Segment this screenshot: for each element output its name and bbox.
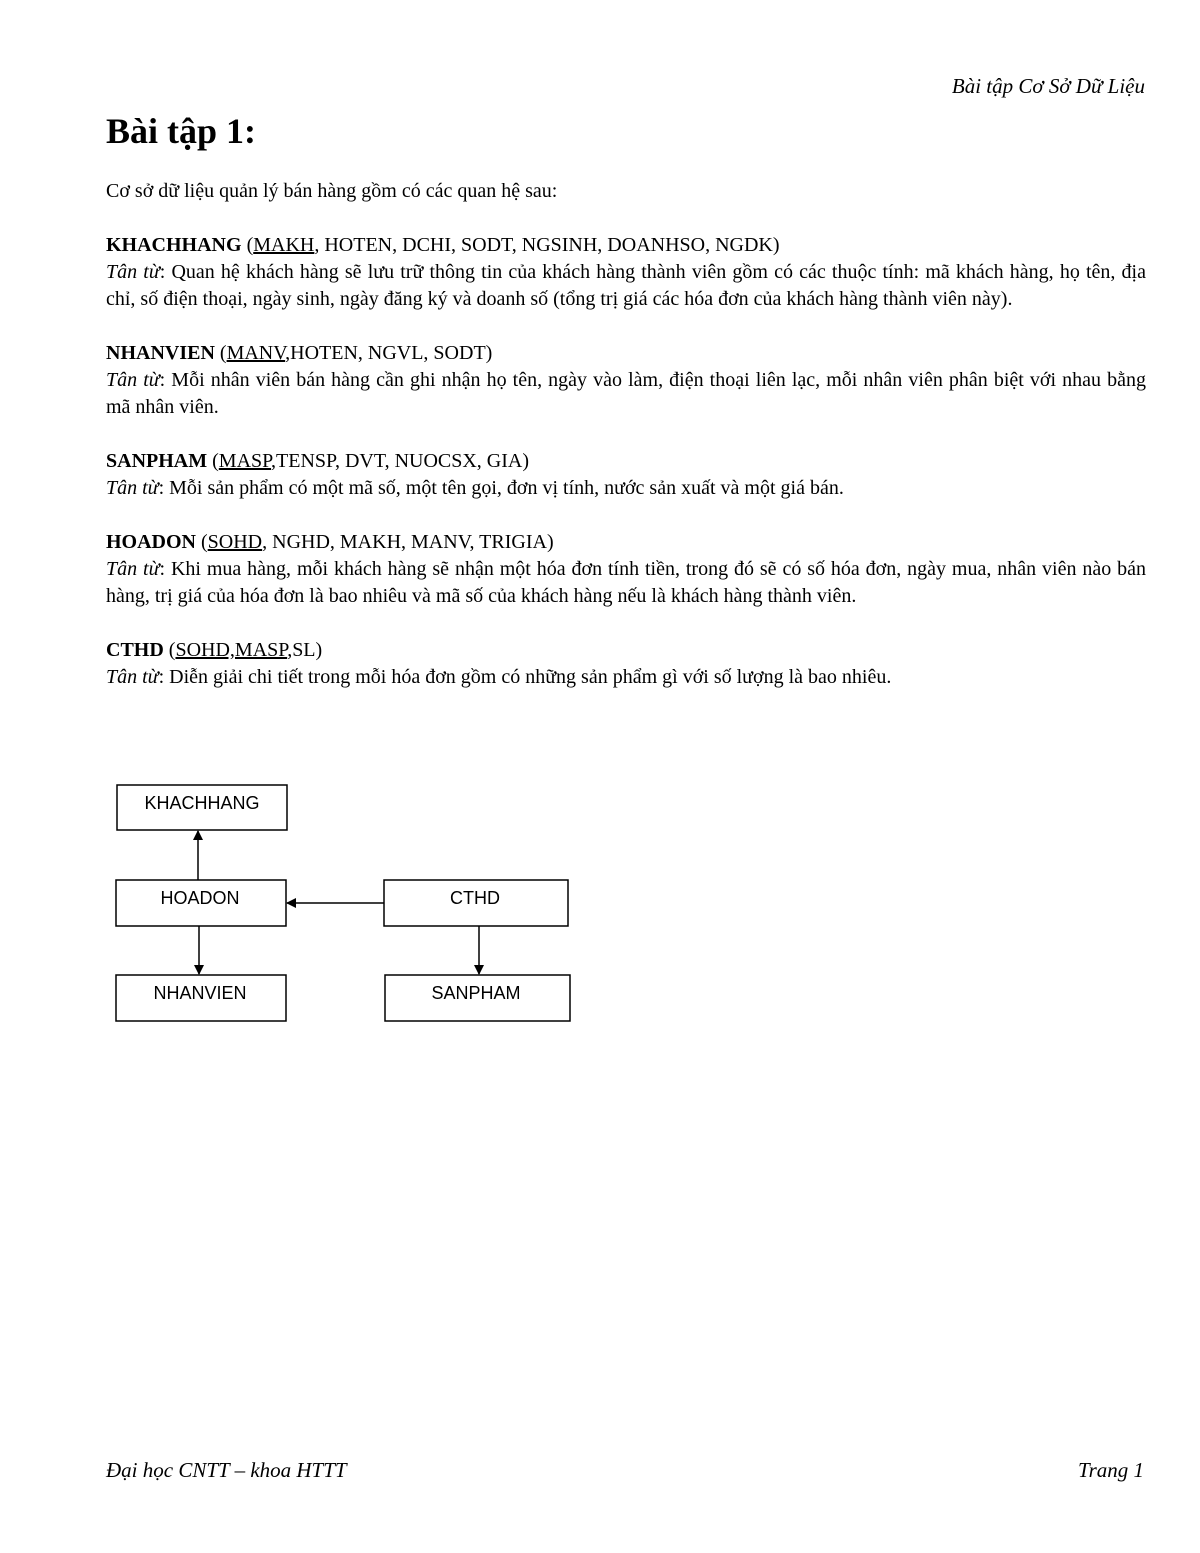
relation-predicate [106, 556, 1146, 610]
relation-name: KHACHHANG [106, 234, 242, 256]
predicate-text: : Khi mua hàng, mỗi khách hàng sẽ nhận một hóa đơn tính tiền, trong đó sẽ có số hóa đơn, ngày mua, nhân viên nào bán hàng, trị giá của hóa đơn là bao nhiêu và mã số của khách hàng nếu là khách hàng thành viên. [106, 558, 1147, 607]
running-header: Bài tập Cơ Sở Dữ Liệu [951, 74, 1145, 98]
relation-name: SANPHAM [106, 450, 208, 472]
predicate-label: Tân từ [106, 261, 160, 283]
relation-schema [106, 529, 1146, 556]
schema-open: ( [214, 342, 227, 364]
relation-khachhang [106, 232, 1146, 313]
page-number: Trang 1 [1078, 1458, 1144, 1482]
relation-schema [106, 448, 1146, 475]
relation-sanpham [106, 448, 1146, 502]
relation-schema [106, 232, 1146, 259]
box-sanpham [385, 975, 570, 1021]
schema-open: ( [241, 234, 254, 256]
relation-predicate [106, 475, 1146, 502]
primary-key: SOHD,MASP [175, 639, 288, 661]
predicate-label: Tân từ [106, 477, 159, 499]
predicate-text: : Mỗi nhân viên bán hàng cần ghi nhận họ tên, ngày vào làm, điện thoại liên lạc, mỗi nhân viên phân biệt với nhau bằng mã nhân viên. [106, 369, 1146, 418]
relation-cthd [106, 637, 1146, 691]
schema-attributes: , HOTEN, DCHI, SODT, NGSINH, DOANHSO, NGDK) [314, 234, 780, 256]
box-khachhang [117, 785, 287, 830]
box-cthd [384, 880, 568, 926]
relation-diagram [100, 770, 590, 1040]
box-label: SANPHAM [431, 983, 521, 1003]
footer-institution: Đại học CNTT – khoa HTTT [106, 1458, 347, 1482]
relation-predicate [106, 259, 1146, 313]
relation-predicate [106, 664, 1146, 691]
predicate-text: : Mỗi sản phẩm có một mã số, một tên gọi, đơn vị tính, nước sản xuất và một giá bán. [158, 477, 844, 499]
box-hoadon [116, 880, 286, 926]
schema-attributes: , NGHD, MAKH, MANV, TRIGIA) [262, 531, 554, 553]
box-label: NHANVIEN [153, 983, 247, 1003]
relation-schema [106, 637, 1146, 664]
relation-name: HOADON [106, 531, 196, 553]
box-nhanvien [116, 975, 286, 1021]
box-label: CTHD [450, 888, 500, 908]
box-label: HOADON [160, 888, 240, 908]
primary-key: MAKH [253, 234, 315, 256]
primary-key: MANV [226, 342, 286, 364]
primary-key: SOHD [207, 531, 263, 553]
predicate-label: Tân từ [106, 666, 159, 688]
predicate-text: : Diễn giải chi tiết trong mỗi hóa đơn gồm có những sản phẩm gì với số lượng là bao nhiêu. [158, 666, 892, 688]
box-label: KHACHHANG [144, 793, 260, 813]
relation-name: NHANVIEN [106, 342, 215, 364]
exercise-content [106, 178, 1146, 718]
intro-paragraph: Cơ sở dữ liệu quản lý bán hàng gồm có các quan hệ sau: [106, 180, 558, 202]
relation-name: CTHD [106, 639, 164, 661]
schema-attributes: ,HOTEN, NGVL, SODT) [285, 342, 493, 364]
schema-open: ( [207, 450, 219, 472]
exercise-title: Bài tập 1: [106, 111, 257, 151]
schema-attributes: ,SL) [287, 639, 323, 661]
relation-predicate [106, 367, 1146, 421]
schema-open: ( [196, 531, 208, 553]
relation-nhanvien [106, 340, 1146, 421]
predicate-text: : Quan hệ khách hàng sẽ lưu trữ thông tin của khách hàng thành viên gồm có các thuộc tính: mã khách hàng, họ tên, địa chỉ, số điện thoại, ngày sinh, ngày đăng ký và doanh số (tổng trị giá các hóa đơn của khách hàng thành viên này). [106, 261, 1146, 310]
schema-attributes: ,TENSP, DVT, NUOCSX, GIA) [271, 450, 530, 472]
primary-key: MASP [218, 450, 272, 472]
relation-schema [106, 340, 1146, 367]
relation-hoadon [106, 529, 1146, 610]
schema-open: ( [163, 639, 176, 661]
predicate-label: Tân từ [106, 369, 160, 391]
predicate-label: Tân từ [106, 558, 160, 580]
